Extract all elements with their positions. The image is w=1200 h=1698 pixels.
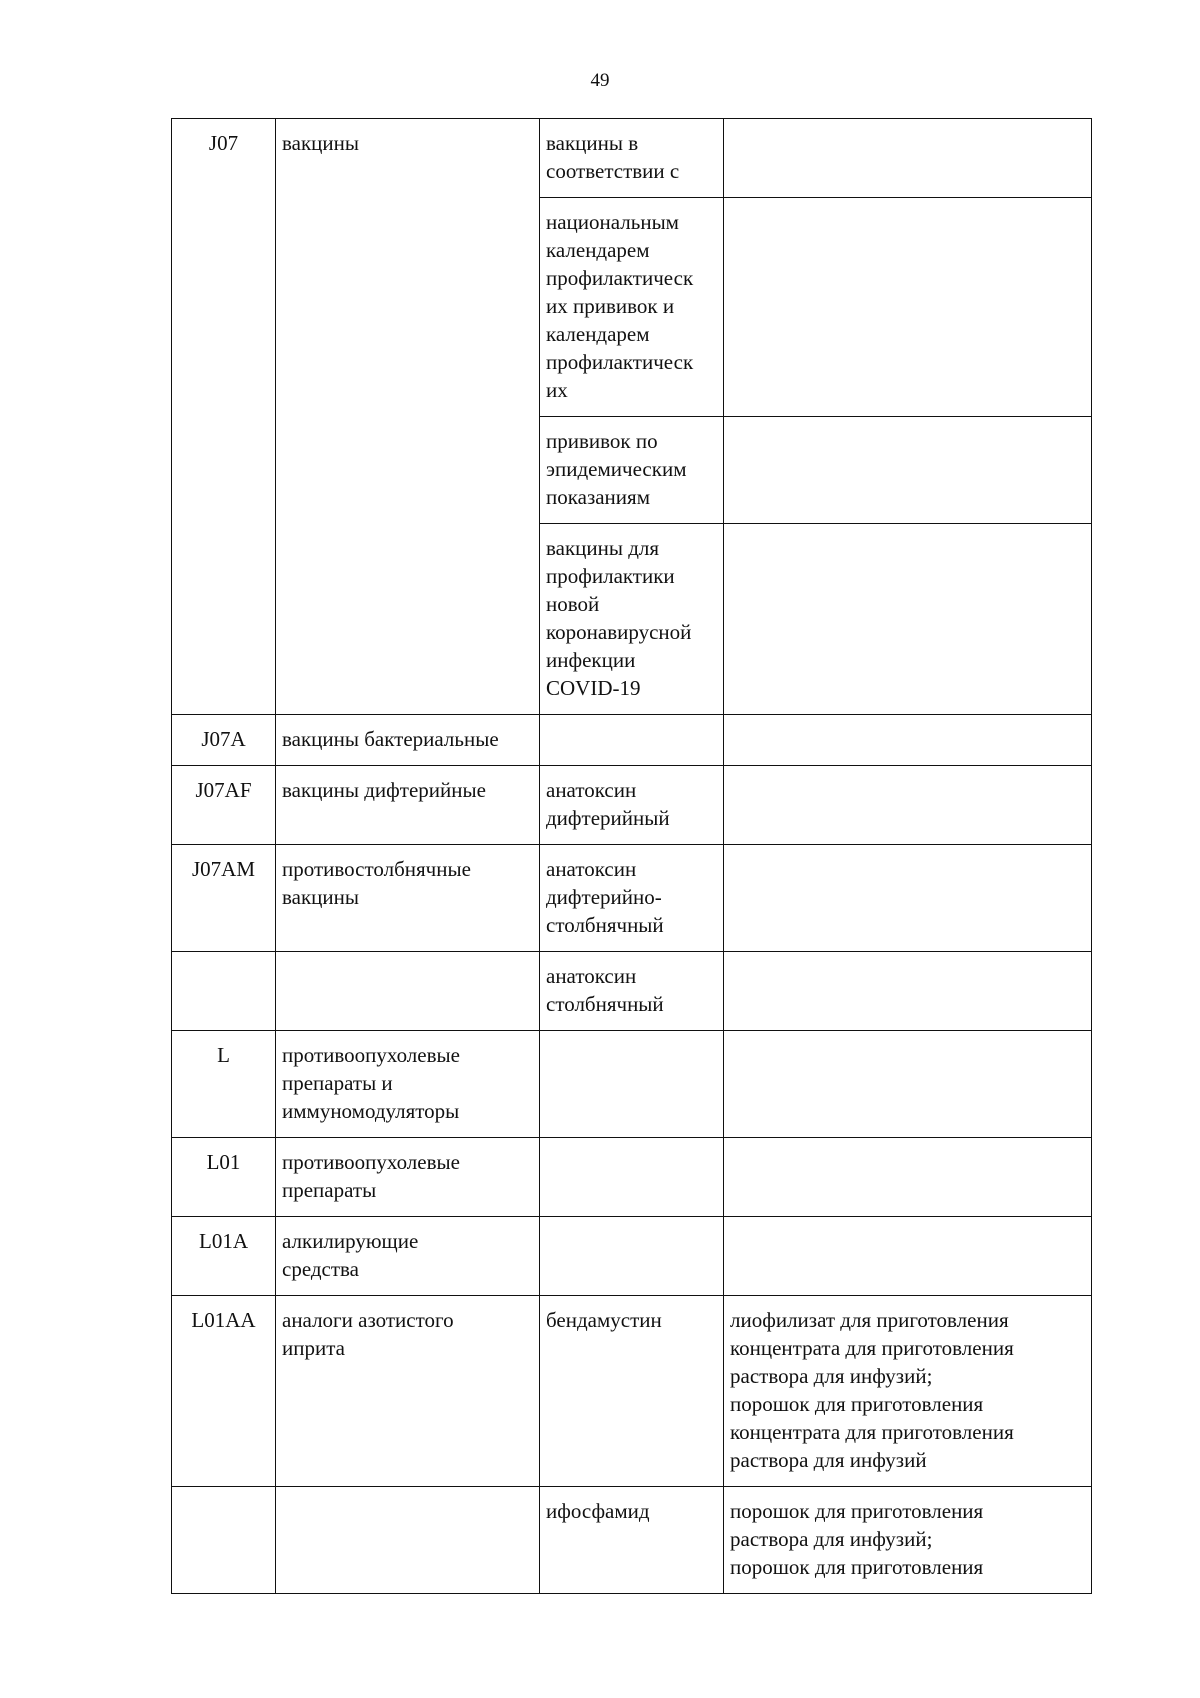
substance-cell — [540, 845, 724, 952]
text-line: средства — [282, 1257, 360, 1281]
text-line: препараты — [282, 1178, 377, 1202]
text-line: анатоксин — [546, 964, 637, 988]
dosage-form-cell — [724, 715, 1092, 766]
text-line: противостолбнячные — [282, 857, 471, 881]
text-line: эпидемическим — [546, 457, 687, 481]
group-name-cell — [276, 952, 540, 1031]
text-line: их прививок и — [546, 294, 675, 318]
text-line: раствора для инфузий — [730, 1448, 927, 1472]
text-line: новой — [546, 592, 600, 616]
atc-code-cell: L — [172, 1031, 276, 1138]
atc-code-cell: L01A — [172, 1217, 276, 1296]
table-row — [172, 766, 1092, 845]
text-line: препараты и — [282, 1071, 393, 1095]
substance-cell — [540, 524, 724, 715]
atc-code-cell: J07AM — [172, 845, 276, 952]
table-row — [172, 1031, 1092, 1138]
text-line: COVID-19 — [546, 676, 641, 700]
group-name-cell — [276, 845, 540, 952]
group-name-cell — [276, 1031, 540, 1138]
atc-code-cell: L01AA — [172, 1296, 276, 1487]
substance-cell — [540, 766, 724, 845]
text-line: календарем — [546, 322, 650, 346]
group-name-cell: вакцины бактериальные — [276, 715, 540, 766]
page-number: 49 — [590, 70, 610, 91]
text-line: раствора для инфузий; — [730, 1527, 933, 1551]
dosage-form-cell — [724, 417, 1092, 524]
text-line: вакцины — [282, 885, 359, 909]
atc-code-cell — [172, 952, 276, 1031]
text-line: национальным — [546, 210, 679, 234]
dosage-form-cell — [724, 845, 1092, 952]
substance-cell — [540, 119, 724, 198]
text-line: вакцины в — [546, 131, 639, 155]
atc-code-cell: J07A — [172, 715, 276, 766]
text-line: столбнячный — [546, 913, 664, 937]
drug-table — [171, 118, 1092, 1594]
substance-cell — [540, 952, 724, 1031]
substance-cell — [540, 1487, 724, 1594]
dosage-form-cell — [724, 1217, 1092, 1296]
dosage-form-cell — [724, 766, 1092, 845]
table-row — [172, 1138, 1092, 1217]
text-line: профилактическ — [546, 350, 694, 374]
text-line: аналоги азотистого — [282, 1308, 454, 1332]
dosage-form-cell — [724, 1138, 1092, 1217]
table-row — [172, 119, 1092, 198]
table-row — [172, 845, 1092, 952]
text-line: концентрата для приготовления — [730, 1336, 1014, 1360]
text-line: соответствии с — [546, 159, 680, 183]
table-row — [172, 952, 1092, 1031]
text-line: профилактики — [546, 564, 675, 588]
substance-cell — [540, 1138, 724, 1217]
substance-cell — [540, 715, 724, 766]
text-line: анатоксин — [546, 778, 637, 802]
group-name-cell: вакцины — [276, 119, 540, 715]
dosage-form-cell — [724, 524, 1092, 715]
text-line: показаниям — [546, 485, 650, 509]
substance-cell — [540, 1031, 724, 1138]
dosage-form-cell — [724, 1487, 1092, 1594]
atc-code-cell: L01 — [172, 1138, 276, 1217]
text-line: календарем — [546, 238, 650, 262]
table-row — [172, 1487, 1092, 1594]
substance-cell — [540, 1296, 724, 1487]
group-name-cell — [276, 1296, 540, 1487]
text-line: дифтерийно- — [546, 885, 662, 909]
text-line: алкилирующие — [282, 1229, 419, 1253]
dosage-form-cell — [724, 1296, 1092, 1487]
text-line: лиофилизат для приготовления — [730, 1308, 1009, 1332]
text-line: порошок для приготовления — [730, 1499, 984, 1523]
text-line: иммуномодуляторы — [282, 1099, 460, 1123]
text-line: профилактическ — [546, 266, 694, 290]
text-line: их — [546, 378, 568, 402]
text-line: раствора для инфузий; — [730, 1364, 933, 1388]
text-line: прививок по — [546, 429, 658, 453]
text-line: дифтерийный — [546, 806, 670, 830]
dosage-form-cell — [724, 952, 1092, 1031]
text-line: бендамустин — [546, 1308, 662, 1332]
text-line: столбнячный — [546, 992, 664, 1016]
group-name-cell — [276, 1487, 540, 1594]
atc-code-cell — [172, 1487, 276, 1594]
substance-cell — [540, 1217, 724, 1296]
table-row — [172, 715, 1092, 766]
text-line: ифосфамид — [546, 1499, 650, 1523]
table-row — [172, 1217, 1092, 1296]
text-line: анатоксин — [546, 857, 637, 881]
atc-code-cell: J07AF — [172, 766, 276, 845]
text-line: коронавирусной — [546, 620, 692, 644]
text-line: вакцины для — [546, 536, 660, 560]
atc-code-cell: J07 — [172, 119, 276, 715]
text-line: противоопухолевые — [282, 1150, 460, 1174]
text-line: иприта — [282, 1336, 345, 1360]
dosage-form-cell — [724, 1031, 1092, 1138]
text-line: инфекции — [546, 648, 636, 672]
text-line: противоопухолевые — [282, 1043, 460, 1067]
group-name-cell: вакцины дифтерийные — [276, 766, 540, 845]
substance-cell — [540, 198, 724, 417]
substance-cell — [540, 417, 724, 524]
dosage-form-cell — [724, 119, 1092, 198]
text-line: порошок для приготовления — [730, 1555, 984, 1579]
dosage-form-cell — [724, 198, 1092, 417]
group-name-cell — [276, 1138, 540, 1217]
text-line: порошок для приготовления — [730, 1392, 984, 1416]
group-name-cell — [276, 1217, 540, 1296]
table-row — [172, 1296, 1092, 1487]
text-line: концентрата для приготовления — [730, 1420, 1014, 1444]
